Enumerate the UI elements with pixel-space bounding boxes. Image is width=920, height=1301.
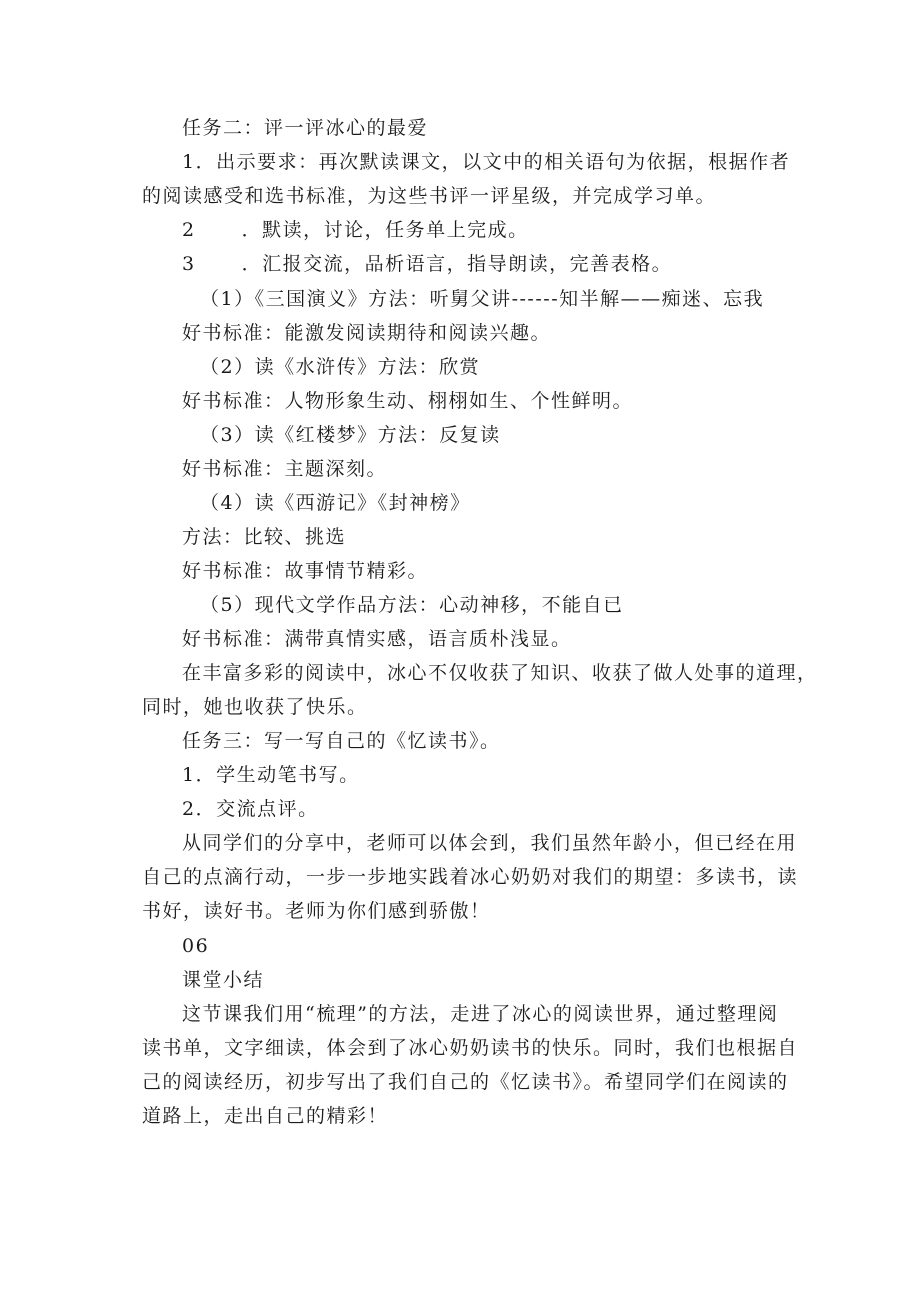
share-line1: 从同学们的分享中，老师可以体会到，我们虽然年龄小，但已经在用 bbox=[182, 832, 798, 854]
summary1-line1: 在丰富多彩的阅读中，冰心不仅收获了知识、收获了做人处事的道理， bbox=[182, 662, 818, 684]
share-line2: 自己的点滴行动，一步一步地实践着冰心奶奶对我们的期望：多读书，读 bbox=[142, 866, 799, 888]
item2-method: （2）读《水浒传》方法：欣赏 bbox=[200, 356, 481, 378]
conclusion-line2: 读书单，文字细读，体会到了冰心奶奶读书的快乐。同时，我们也根据自 bbox=[142, 1037, 799, 1059]
item4-method: 方法：比较、挑选 bbox=[182, 526, 347, 548]
section-title: 课堂小结 bbox=[182, 969, 265, 991]
step1-line2: 的阅读感受和选书标准，为这些书评一评星级，并完成学习单。 bbox=[142, 185, 717, 207]
conclusion-line4: 道路上，走出自己的精彩！ bbox=[142, 1105, 389, 1127]
section-number: 06 bbox=[182, 935, 210, 957]
summary1-line2: 同时，她也收获了快乐。 bbox=[142, 696, 368, 718]
item5-method: （5）现代文学作品方法：心动神移，不能自已 bbox=[200, 594, 624, 616]
step2 bbox=[182, 218, 529, 242]
task3-step2: 2．交流点评。 bbox=[182, 798, 319, 820]
item1-method: （1）《三国演义》方法：听舅父讲------知半解——痴迷、忘我 bbox=[200, 288, 765, 310]
item3-method: （3）读《红楼梦》方法：反复读 bbox=[200, 424, 501, 446]
item5-standard: 好书标准：满带真情实感，语言质朴浅显。 bbox=[182, 628, 572, 650]
step2-number: 2 bbox=[182, 219, 196, 241]
task3-heading: 任务三：写一写自己的《忆读书》。 bbox=[182, 730, 501, 752]
item4-standard: 好书标准：故事情节精彩。 bbox=[182, 560, 429, 582]
item1-standard: 好书标准：能激发阅读期待和阅读兴趣。 bbox=[182, 322, 552, 344]
item2-standard: 好书标准：人物形象生动、栩栩如生、个性鲜明。 bbox=[182, 390, 634, 412]
share-line3: 书好，读好书。老师为你们感到骄傲！ bbox=[142, 900, 491, 922]
task3-step1: 1．学生动笔书写。 bbox=[182, 764, 360, 786]
item4-title: （4）读《西游记》《封神榜》 bbox=[200, 492, 471, 514]
conclusion-line1: 这节课我们用“梳理”的方法，走进了冰心的阅读世界，通过整理阅 bbox=[182, 1003, 779, 1025]
task2-heading: 任务二：评一评冰心的最爱 bbox=[182, 117, 429, 139]
step3-text: ．汇报交流，品析语言，指导朗读，完善表格。 bbox=[241, 253, 673, 275]
item3-standard: 好书标准：主题深刻。 bbox=[182, 458, 388, 480]
conclusion-line3: 己的阅读经历，初步写出了我们自己的《忆读书》。希望同学们在阅读的 bbox=[142, 1071, 789, 1093]
step2-text: ．默读，讨论，任务单上完成。 bbox=[241, 219, 529, 241]
step3 bbox=[182, 252, 672, 276]
step1-line1: 1．出示要求：再次默读课文，以文中的相关语句为依据，根据作者 bbox=[182, 151, 791, 173]
step3-number: 3 bbox=[182, 253, 196, 275]
